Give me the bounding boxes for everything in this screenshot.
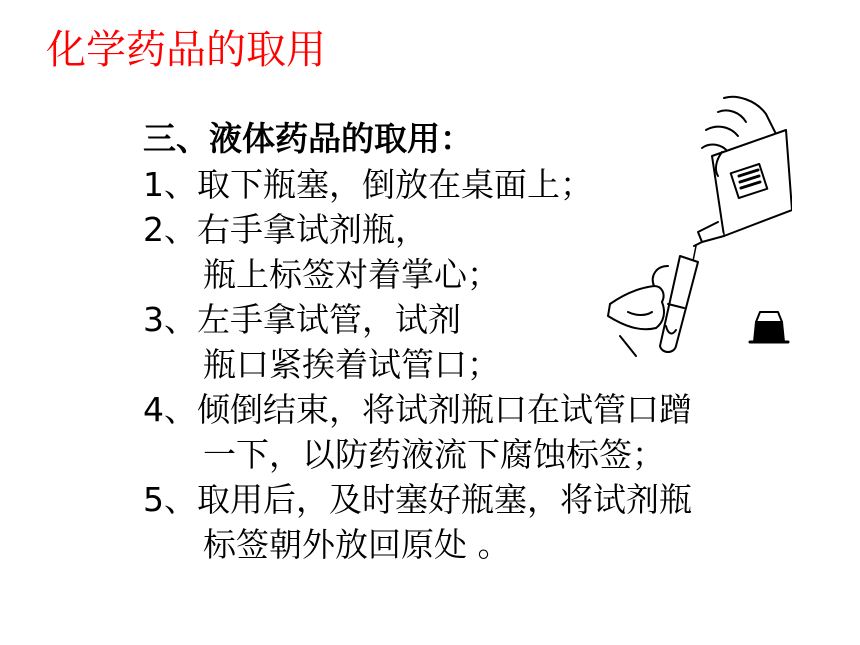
section-heading: 三、液体药品的取用：	[143, 119, 473, 158]
step-2-line: 2、右手拿试剂瓶，	[143, 210, 428, 249]
step-3-continuation: 瓶口紧挨着试管口；	[203, 345, 500, 384]
step-3-line: 3、左手拿试管，试剂	[143, 300, 461, 339]
slide-title: 化学药品的取用	[46, 27, 326, 73]
step-4-continuation: 一下，以防药液流下腐蚀标签；	[203, 435, 665, 474]
step-2-continuation: 瓶上标签对着掌心；	[203, 255, 500, 294]
step-1-line: 1、取下瓶塞，倒放在桌面上；	[143, 165, 593, 204]
step-5-line: 5、取用后，及时塞好瓶塞，将试剂瓶	[143, 480, 692, 519]
step-5-continuation: 标签朝外放回原处 。	[203, 525, 511, 564]
pouring-liquid-illustration	[606, 90, 792, 360]
step-4-line: 4、倾倒结束，将试剂瓶口在试管口蹭	[143, 390, 692, 429]
